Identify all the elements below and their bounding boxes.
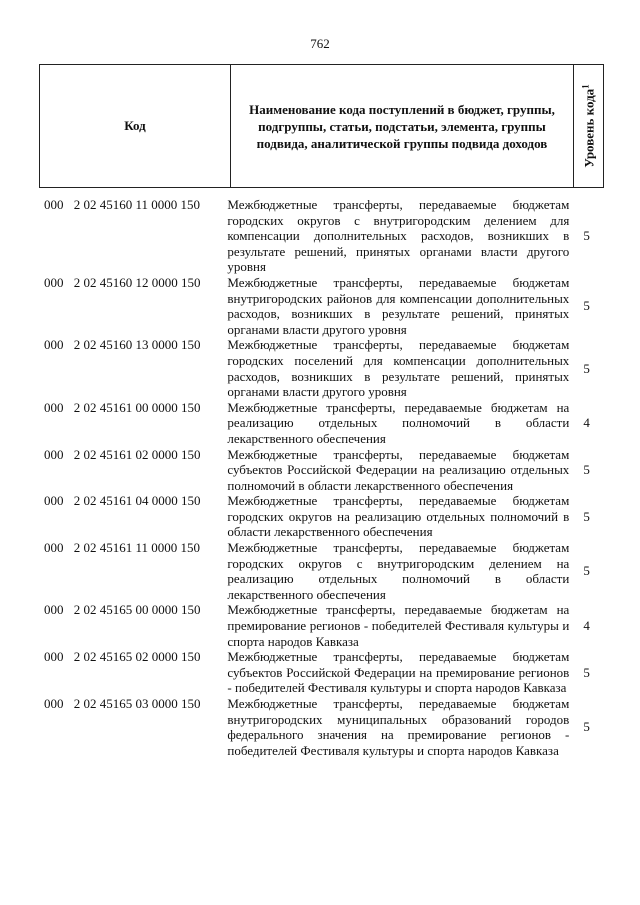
row-level: 5 xyxy=(583,719,590,735)
table-row xyxy=(39,447,604,494)
row-prefix: 000 xyxy=(44,274,64,290)
header-name: Наименование кода поступлений в бюджет, группы, подгруппы, статьи, подстатьи, элемента, группы подвида, аналитической группы подвида доходов xyxy=(231,65,574,187)
header-level xyxy=(574,65,603,187)
table-row xyxy=(39,400,604,447)
row-name: Межбюджетные трансферты, передаваемые бюджетам субъектов Российской Федерации на реализацию отдельных полномочий в области лекарственного обеспечения xyxy=(227,446,570,493)
row-level: 5 xyxy=(583,360,590,376)
row-level: 4 xyxy=(583,618,590,634)
table-row xyxy=(39,649,604,696)
row-level: 5 xyxy=(583,508,590,524)
row-prefix: 000 xyxy=(44,540,64,556)
page-number: 762 xyxy=(310,36,330,51)
row-prefix: 000 xyxy=(44,197,64,212)
header-level-footnote: 1 xyxy=(579,84,590,89)
row-code: 2 02 45160 11 0000 150 xyxy=(73,197,201,212)
row-name: Межбюджетные трансферты, передаваемые бюджетам городских округов на реализацию отдельных полномочий в области лекарственного обеспечения xyxy=(227,493,570,540)
row-code: 2 02 45165 00 0000 150 xyxy=(73,602,201,618)
header-level-text: Уровень кода xyxy=(581,88,597,168)
table-row xyxy=(39,337,604,399)
table-row xyxy=(39,602,604,649)
row-level: 4 xyxy=(583,415,590,431)
row-prefix: 000 xyxy=(44,337,64,353)
row-prefix: 000 xyxy=(44,602,64,618)
table-header xyxy=(39,64,604,188)
row-code: 2 02 45160 12 0000 150 xyxy=(73,274,201,290)
row-level: 5 xyxy=(583,664,590,680)
row-name: Межбюджетные трансферты, передаваемые бюджетам городских округов с внутригородским делением на реализацию отдельных полномочий в области лекарственного обеспечения xyxy=(227,540,570,602)
row-name: Межбюджетные трансферты, передаваемые бюджетам субъектов Российской Федерации на премирование регионов - победителей Фестиваля культуры и спорта народов Кавказа xyxy=(227,649,570,696)
header-level-label xyxy=(580,84,597,167)
table-row xyxy=(39,275,604,337)
row-level: 5 xyxy=(583,298,590,314)
row-level: 5 xyxy=(583,462,590,478)
row-name: Межбюджетные трансферты, передаваемые бюджетам на премирование регионов - победителей Фестиваля культуры и спорта народов Кавказа xyxy=(227,602,570,649)
row-name: Межбюджетные трансферты, передаваемые бюджетам городских округов с внутригородским делением для компенсации дополнительных расходов, возникших в результате решений, принятых органами власти другого уровня xyxy=(227,197,570,275)
row-code: 2 02 45161 11 0000 150 xyxy=(73,540,201,556)
table-row xyxy=(39,197,604,275)
row-name: Межбюджетные трансферты, передаваемые бюджетам на реализацию отдельных полномочий в области лекарственного обеспечения xyxy=(227,399,570,446)
row-code: 2 02 45165 03 0000 150 xyxy=(73,696,201,711)
table-body xyxy=(39,197,604,758)
row-prefix: 000 xyxy=(44,696,64,711)
row-name: Межбюджетные трансферты, передаваемые бюджетам городских поселений для компенсации дополнительных расходов, возникших в результате решений, принятых органами власти другого уровня xyxy=(227,337,570,400)
table-row xyxy=(39,493,604,540)
row-code: 2 02 45161 00 0000 150 xyxy=(73,399,201,415)
row-level: 5 xyxy=(583,228,590,244)
row-code: 2 02 45165 02 0000 150 xyxy=(73,649,201,665)
row-name: Межбюджетные трансферты, передаваемые бюджетам внутригородских районов для компенсации дополнительных расходов, возникших в результате решений, принятых органами власти другого уровня xyxy=(227,274,570,337)
row-code: 2 02 45161 02 0000 150 xyxy=(73,446,201,462)
header-code: Код xyxy=(40,65,231,187)
row-code: 2 02 45160 13 0000 150 xyxy=(73,337,201,353)
row-code: 2 02 45161 04 0000 150 xyxy=(73,493,201,509)
table-row xyxy=(39,696,604,758)
row-prefix: 000 xyxy=(44,399,64,415)
row-prefix: 000 xyxy=(44,446,64,462)
row-name: Межбюджетные трансферты, передаваемые бюджетам внутригородских муниципальных образований городов федерального значения на премирование регионов - победителей Фестиваля культуры и спорта народов Кавказа xyxy=(227,696,570,758)
row-prefix: 000 xyxy=(44,649,64,665)
row-prefix: 000 xyxy=(44,493,64,509)
row-level: 5 xyxy=(583,563,590,579)
table-row xyxy=(39,540,604,602)
